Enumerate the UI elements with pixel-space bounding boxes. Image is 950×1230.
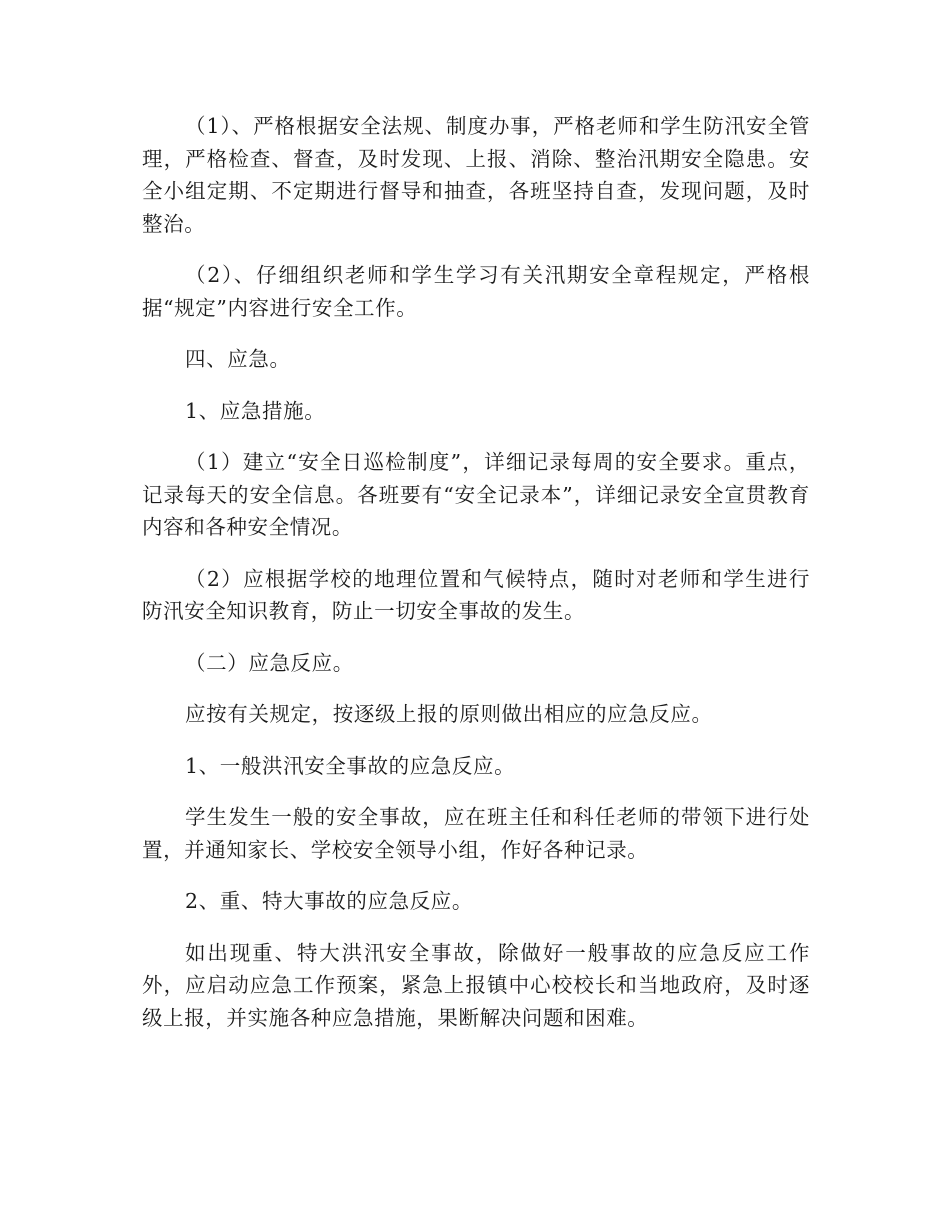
paragraph-7: 如出现重、特大洪汛安全事故，除做好一般事故的应急反应工作外，应启动应急工作预案，紧急上报镇中心校校长和当地政府，及时逐级上报，并实施各种应急措施，果断解决问题和困难。 [142, 940, 810, 1030]
subheading-emergency-measures: 1、应急措施。 [185, 398, 326, 423]
subheading-major-accident: 2、重、特大事故的应急反应。 [185, 889, 473, 913]
paragraph-1: （1）、严格根据安全法规、制度办事，严格老师和学生防汛安全管理，严格检查、督查，及时发现、上报、消除、整治汛期安全隐患。安全小组定期、不定期进行督导和抽查，各班坚持自查，发现问题，及时整治。 [142, 114, 810, 236]
section-heading-emergency: 四、应急。 [185, 347, 291, 371]
paragraph-2: （2）、仔细组织老师和学生学习有关汛期安全章程规定，严格根据“规定”内容进行安全工作。 [142, 263, 810, 320]
paragraph-4: （2）应根据学校的地理位置和气候特点，随时对老师和学生进行防汛安全知识教育，防止一切安全事故的发生。 [142, 566, 810, 623]
paragraph-3: （1）建立“安全日巡检制度”，详细记录每周的安全要求。重点，记录每天的安全信息。各班要有“安全记录本”，详细记录安全宣贯教育内容和各种安全情况。 [142, 450, 810, 539]
document-body [142, 110, 810, 1053]
subheading-emergency-response: （二）应急反应。 [185, 650, 354, 675]
subheading-general-accident: 1、一般洪汛安全事故的应急反应。 [185, 753, 516, 778]
paragraph-6: 学生发生一般的安全事故，应在班主任和科任老师的带领下进行处置，并通知家长、学校安全领导小组，作好各种记录。 [142, 805, 810, 862]
paragraph-5: 应按有关规定，按逐级上报的原则做出相应的应急反应。 [185, 702, 713, 726]
